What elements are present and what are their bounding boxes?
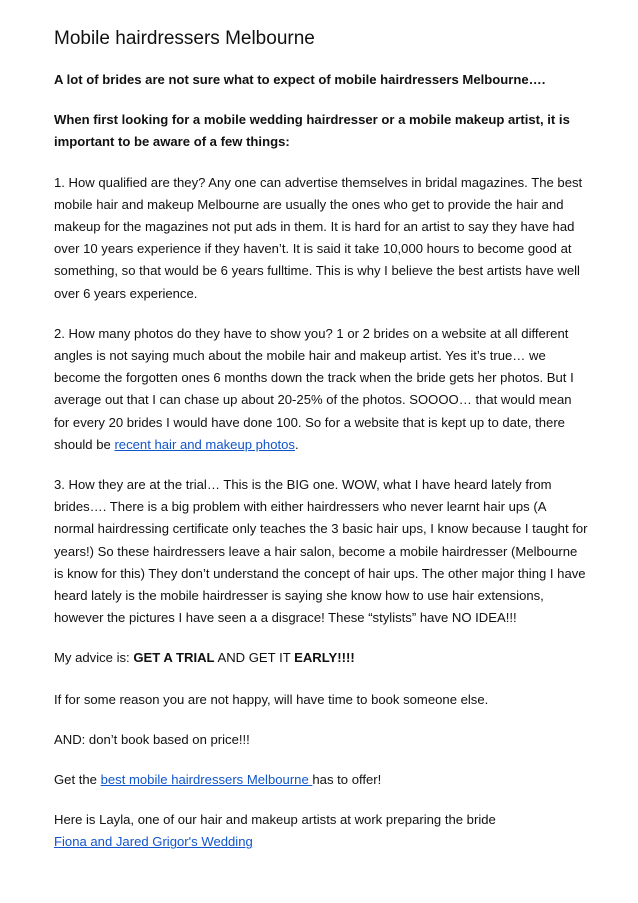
best-prefix: Get the [54,772,101,788]
point-1-paragraph: 1. How qualified are they? Any one can advertise themselves in bridal magazines. The best mobile hair and makeup Melbourne are usually the ones who get to provide the hair and makeup for the magazines not put ads in them. It is hard for an artist to say they have had over 10 years experience if they haven’t. It is said it take 10,000 hours to become good at something, so that would be 6 years fulltime. This is why I believe the best artists have well over 6 years experience. [54,174,583,301]
intro-paragraph: A lot of brides are not sure what to expect of mobile hairdressers Melbourne…. [54,72,546,87]
price-paragraph: AND: don’t book based on price!!! [54,731,250,747]
lead-paragraph: When first looking for a mobile wedding hairdresser or a mobile makeup artist, it is important to be aware of a few things: [54,112,570,150]
layla-text: Here is Layla, one of our hair and makeup artists at work preparing the bride [54,812,496,828]
advice-mid: AND GET IT [214,650,295,666]
advice-early: EARLY!!!! [294,650,355,666]
point-2-paragraph [54,323,589,456]
layla-paragraph [54,809,589,853]
point-3-paragraph: 3. How they are at the trial… This is the BIG one. WOW, what I have heard lately from brides…. There is a big problem with either hairdressers who never learnt hair ups (A normal hairdressing certificate only teaches the 3 basic hair ups, I know because I taught for years!) So these hairdressers leave a hair salon, become a mobile hairdresser (Melbourne is know for this) They don’t understand the concept of hair ups. The other major thing I have heard lately is the mobile hairdresser is saying she know how to use hair extensions, however the pictures I have seen a a disgrace! These “stylists” have NO IDEA!!! [54,477,588,626]
point-2-text: 2. How many photos do they have to show you? 1 or 2 brides on a website at all different angles is not saying much about the mobile hair and makeup artist. Yes it’s true… we become the forgotten ones 6 months down the track when the bride gets her photos. But I average out that I can chase up about 20-25% of the photos. SOOOO… that would mean for every 20 brides I would have done 100. So for a website that is kept up to date, there should be [54,325,574,452]
wedding-link[interactable]: Fiona and Jared Grigor's Wedding [54,834,253,850]
page-title: Mobile hairdressers Melbourne [54,28,315,49]
recent-photos-link[interactable]: recent hair and makeup photos [114,436,295,452]
advice-prefix: My advice is: [54,650,134,666]
best-hairdressers-link[interactable]: best mobile hairdressers Melbourne [100,772,313,788]
point-2-end: . [294,436,299,452]
best-paragraph [54,769,589,791]
advice-trial: GET A TRIAL [133,650,215,666]
best-suffix: has to offer! [312,772,382,788]
unhappy-paragraph: If for some reason you are not happy, will have time to book someone else. [54,691,489,707]
document-page [54,26,589,872]
advice-paragraph [54,647,589,669]
